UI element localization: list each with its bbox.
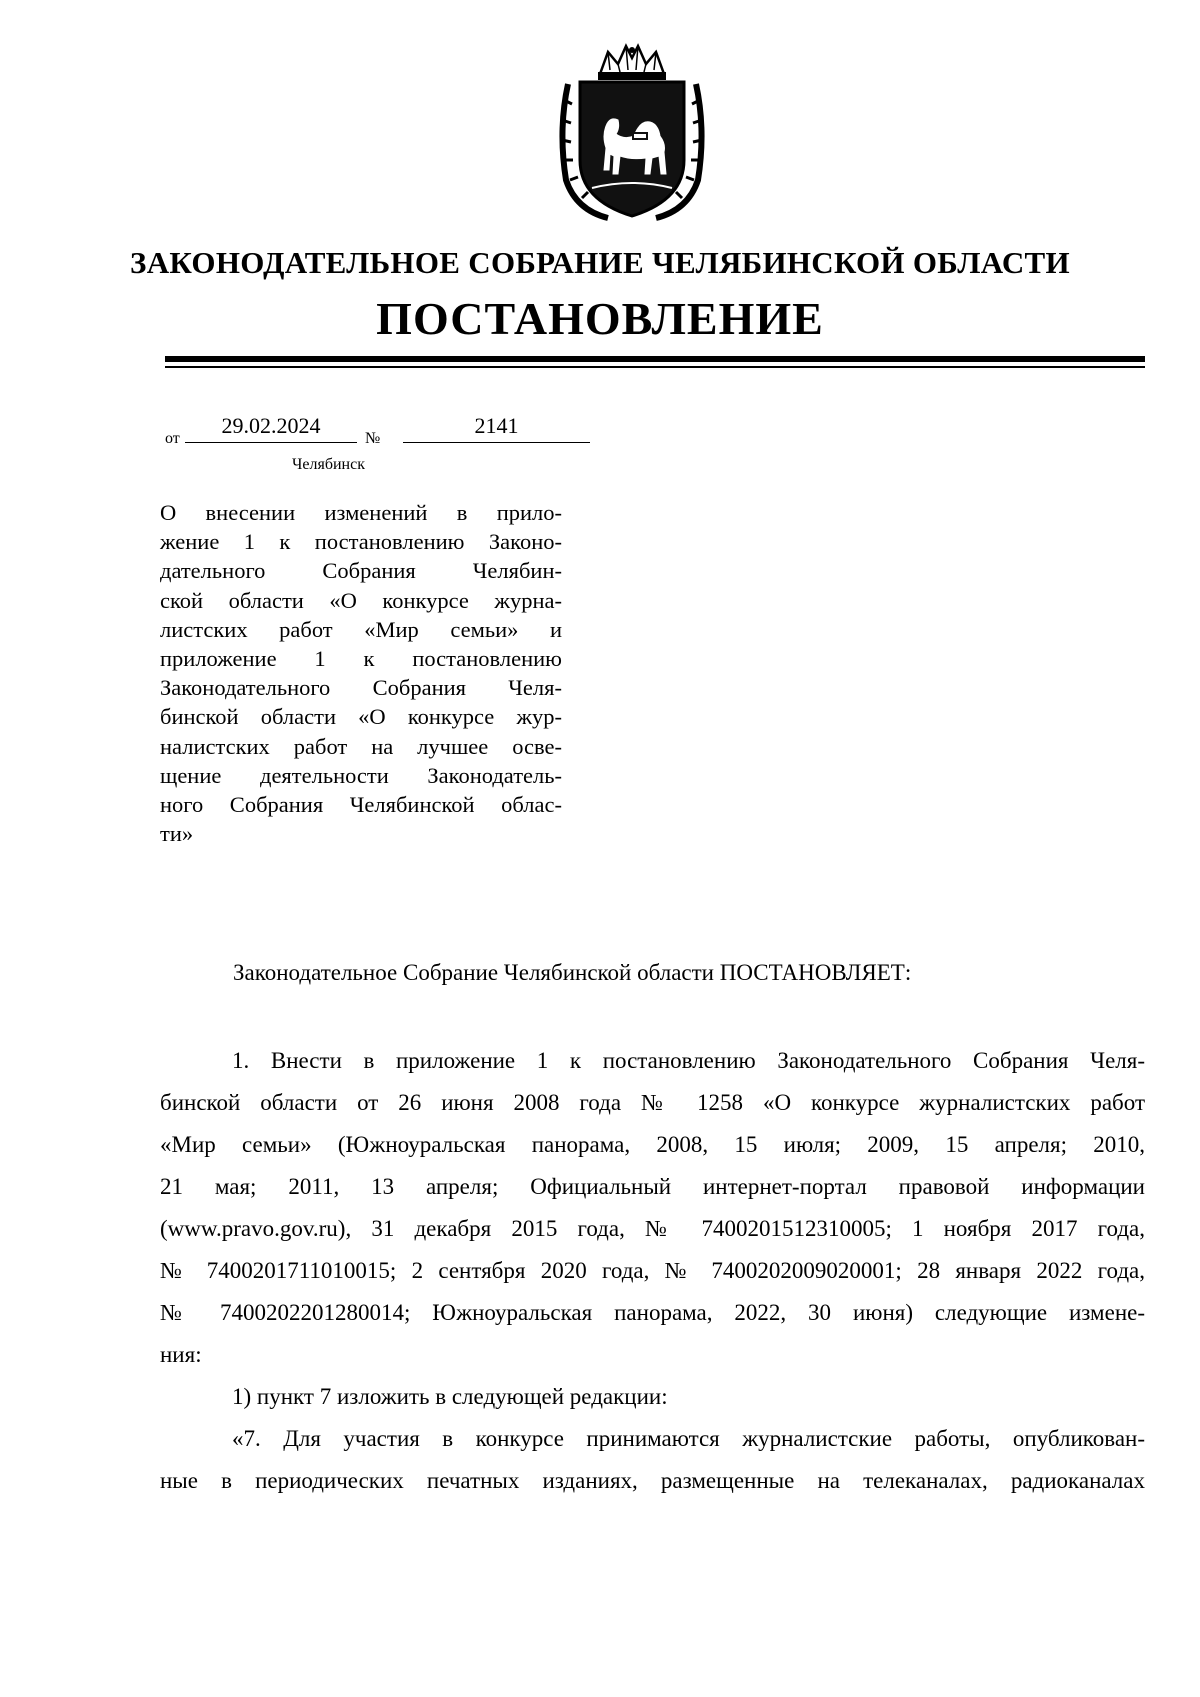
body-line: № 7400202201280014; Южноуральская панорама, 2022, 30 июня) следующие измене- [160,1300,1145,1325]
header-rule-thin [165,366,1145,368]
subject-line: жение 1 к постановлению Законо- [160,529,562,555]
body-line: «Мир семьи» (Южноуральская панорама, 2008, 15 июля; 2009, 15 апреля; 2010, [160,1132,1145,1157]
subject-line: ской области «О конкурсе журна- [160,587,562,613]
subject-line: ного Собрания Челябинской облас- [160,792,562,818]
subject-line: щение деятельности Законодатель- [160,762,562,788]
body-line: «7. Для участия в конкурсе принимаются журналистские работы, опубликован- [232,1426,1145,1451]
city-name: Челябинск [292,456,365,473]
resolution-body [160,1040,1145,1502]
number-label: № [365,430,381,447]
document-subject [160,498,562,848]
subject-line: листских работ «Мир семьи» и [160,616,562,642]
subject-line: бинской области «О конкурсе жур- [160,704,562,730]
subject-line: Законодательного Собрания Челя- [160,675,562,701]
document-number: 2141 [403,412,590,443]
body-line: 1. Внести в приложение 1 к постановлению Законодательного Собрания Челя- [232,1048,1145,1073]
body-line: № 7400201711010015; 2 сентября 2020 года, № 7400202009020001; 28 января 2022 года, [160,1258,1145,1283]
document-type-title: ПОСТАНОВЛЕНИЕ [376,293,824,344]
date-number-row [165,412,605,446]
header-rule-thick [165,356,1145,362]
document-date: 29.02.2024 [185,412,357,443]
body-line: (www.pravo.gov.ru), 31 декабря 2015 года, № 7400201512310005; 1 ноября 2017 года, [160,1216,1145,1241]
body-line: ные в периодических печатных изданиях, размещенные на телеканалах, радиоканалах [160,1468,1145,1493]
subject-line: дательного Собрания Челябин- [160,558,562,584]
subject-line: налистских работ на лучшее осве- [160,733,562,759]
resolution-preamble: Законодательное Собрание Челябинской области ПОСТАНОВЛЯЕТ: [233,960,912,985]
from-label: от [165,430,180,447]
coat-of-arms-emblem [548,40,716,225]
body-line: 21 мая; 2011, 13 апреля; Официальный интернет-портал правовой информации [160,1174,1145,1199]
body-line: 1) пункт 7 изложить в следующей редакции: [232,1384,668,1409]
subject-line: приложение 1 к постановлению [160,646,562,672]
body-line: ния: [160,1342,202,1367]
subject-line: ти» [160,821,194,847]
body-line: бинской области от 26 июня 2008 года № 1258 «О конкурсе журналистских работ [160,1090,1145,1115]
subject-line: О внесении изменений в прило- [160,500,562,525]
organization-name: ЗАКОНОДАТЕЛЬНОЕ СОБРАНИЕ ЧЕЛЯБИНСКОЙ ОБЛАСТИ [130,245,1070,280]
